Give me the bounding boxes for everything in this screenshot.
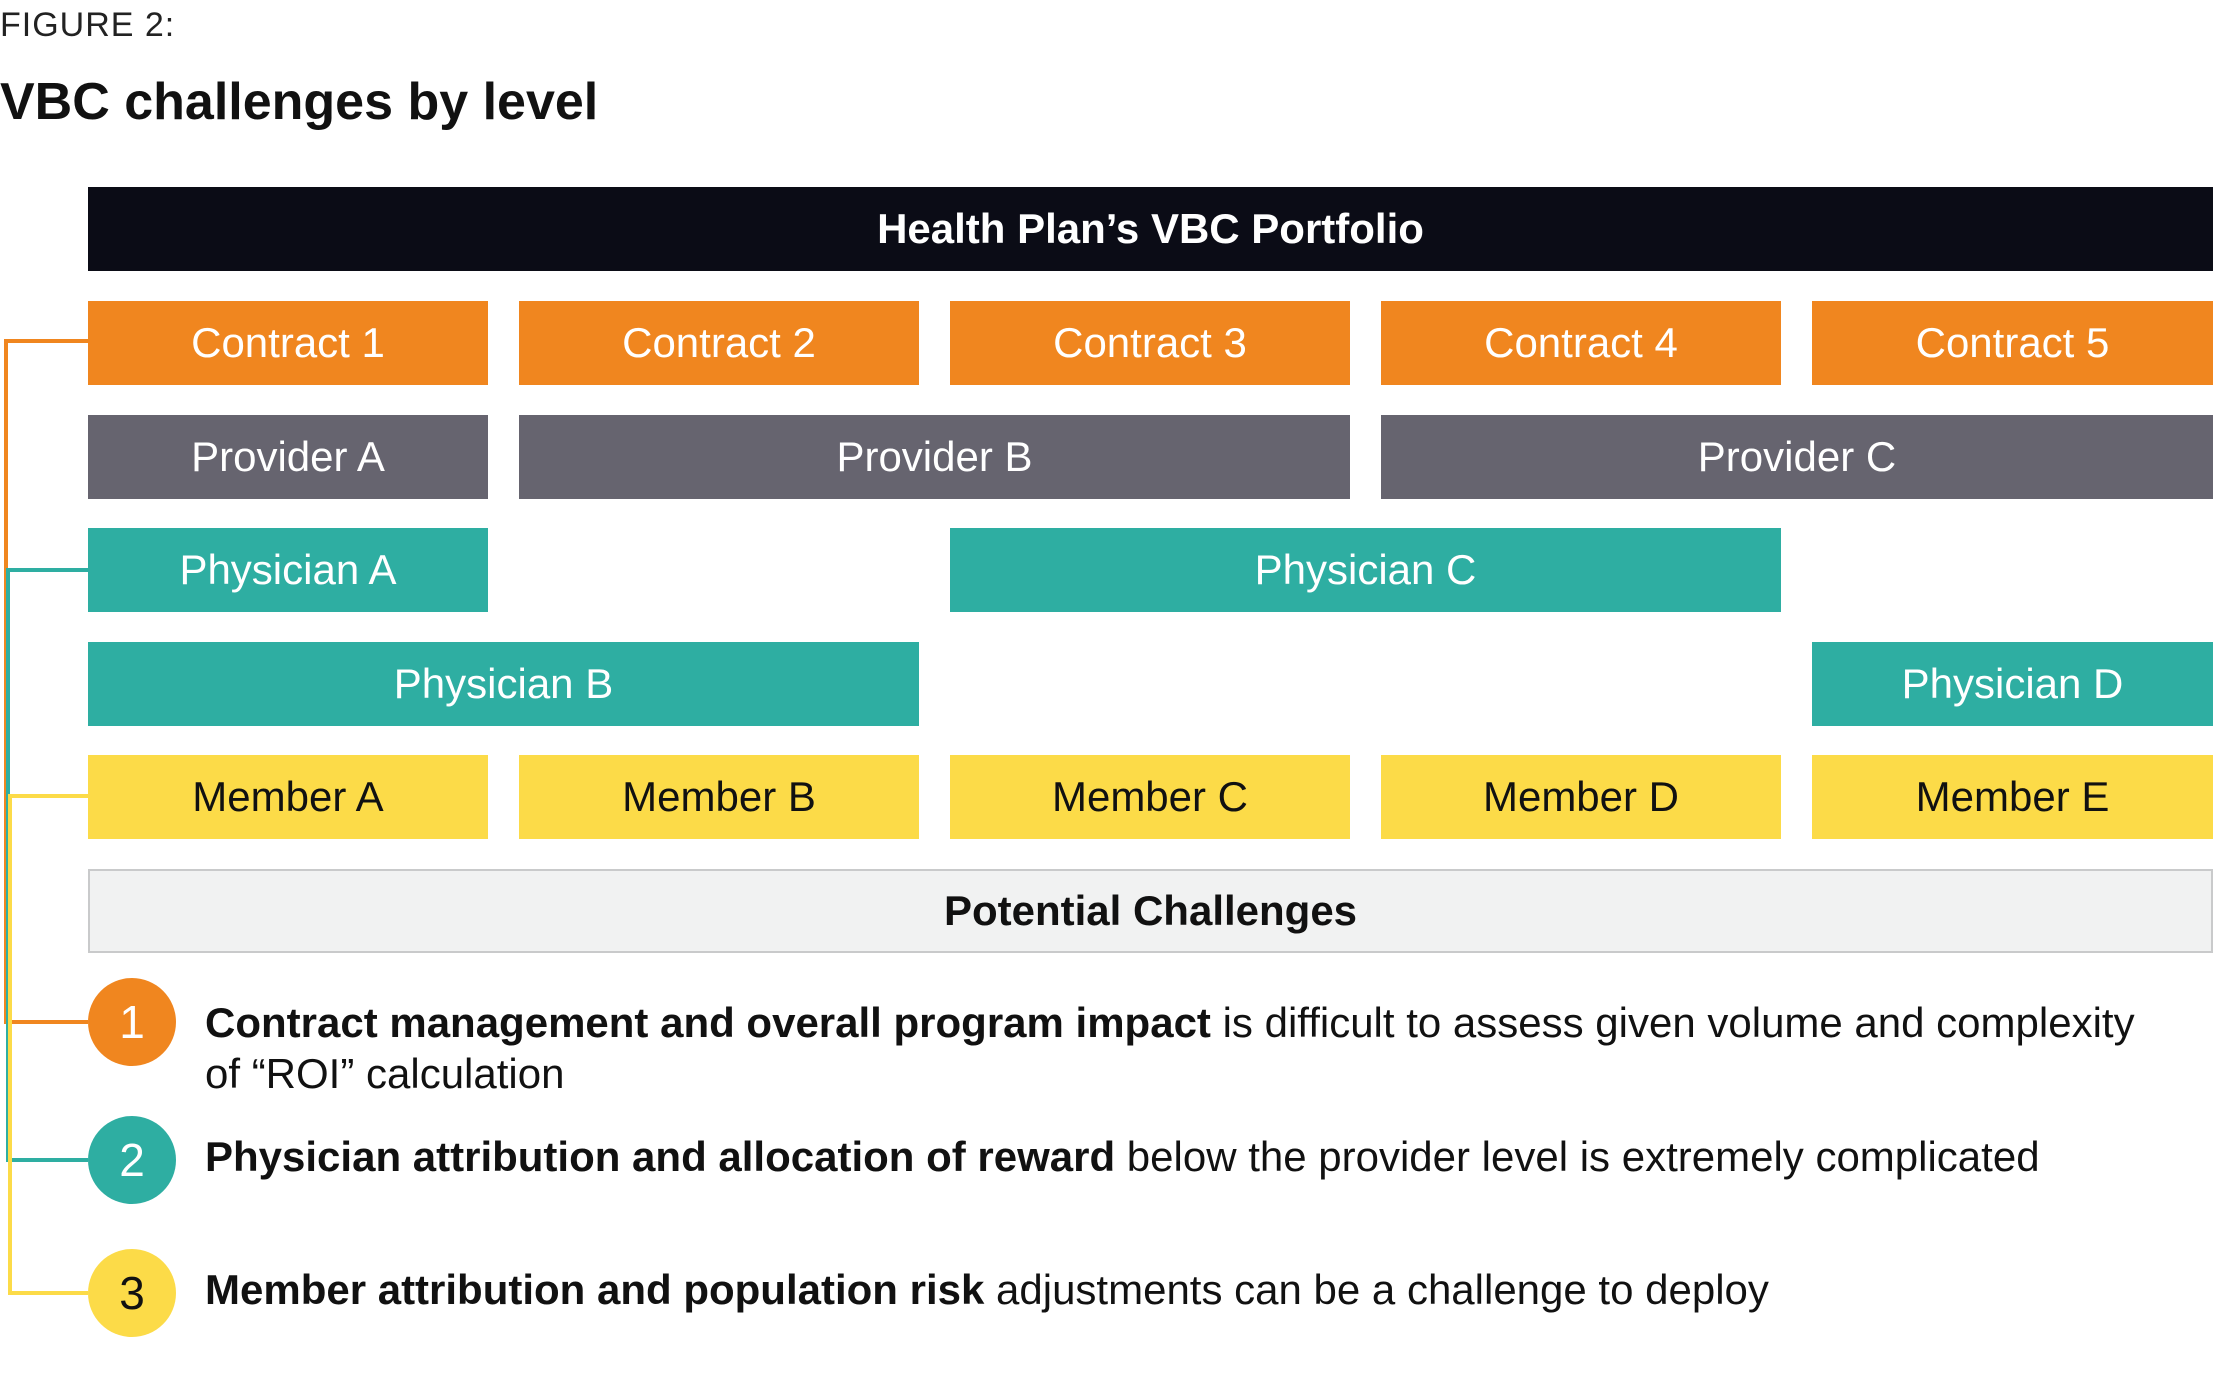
member-e: Member E [1812,755,2213,839]
physician-c: Physician C [950,528,1781,612]
contract-4: Contract 4 [1381,301,1781,385]
physician-a: Physician A [88,528,488,612]
physician-d: Physician D [1812,642,2213,726]
physician-b: Physician B [88,642,919,726]
member-b: Member B [519,755,919,839]
challenge-1-bold: Contract management and overall program impact [205,999,1211,1046]
challenge-1-number: 1 [88,978,176,1066]
portfolio-bar [88,187,2213,271]
challenge-3-rest: adjustments can be a challenge to deploy [984,1266,1769,1313]
contract-5: Contract 5 [1812,301,2213,385]
challenge-3-bold: Member attribution and population risk [205,1266,985,1313]
contract-2: Contract 2 [519,301,919,385]
challenge-3-number: 3 [88,1249,176,1337]
challenge-2-text [205,1131,2165,1182]
physician-connector [8,570,88,1160]
member-d: Member D [1381,755,1781,839]
challenge-1-text [205,997,2165,1099]
challenge-2-number: 2 [88,1116,176,1204]
member-connector [10,796,88,1293]
provider-c: Provider C [1381,415,2213,499]
member-c: Member C [950,755,1350,839]
provider-b: Provider B [519,415,1350,499]
contract-connector [6,341,88,1022]
figure-title: VBC challenges by level [0,73,599,131]
challenge-2-bold: Physician attribution and allocation of reward [205,1133,1116,1180]
potential-challenges-header [88,869,2213,953]
provider-a: Provider A [88,415,488,499]
figure-label: FIGURE 2: [0,6,176,44]
challenge-1-rest: is difficult to assess given volume and complexity of “ROI” calculation [205,999,2135,1097]
contract-1: Contract 1 [88,301,488,385]
portfolio-label: Health Plan’s VBC Portfolio [877,205,1424,252]
member-a: Member A [88,755,488,839]
contract-3: Contract 3 [950,301,1350,385]
potential-challenges-label: Potential Challenges [943,887,1358,934]
challenge-2-rest: below the provider level is extremely complicated [1115,1133,2040,1180]
challenge-3-text [205,1264,2165,1315]
